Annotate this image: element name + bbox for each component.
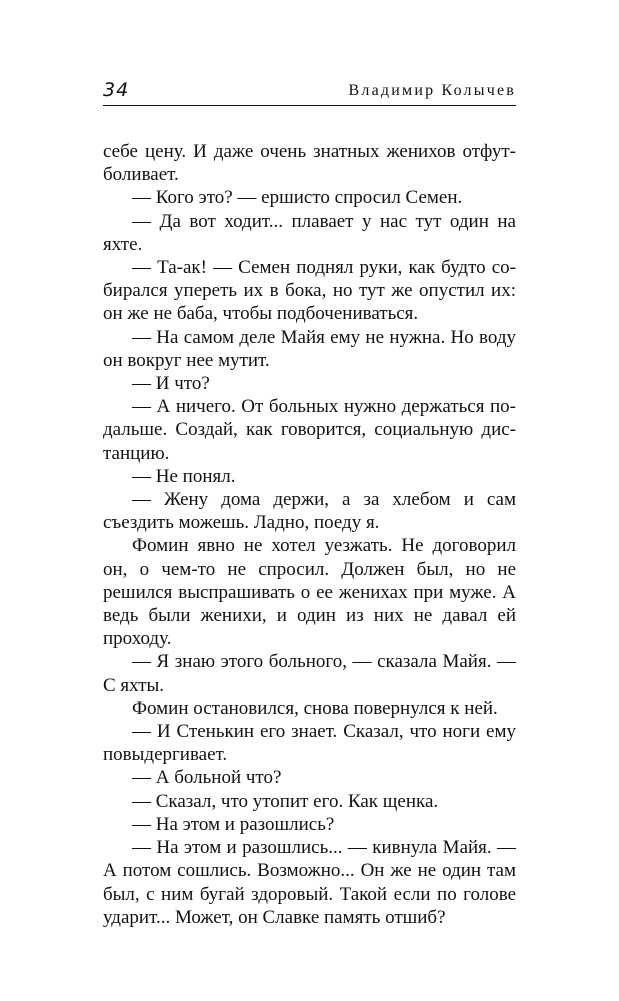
page-header xyxy=(103,79,516,105)
paragraph: — На самом деле Майя ему не нужна. Но воду он вокруг нее мутит. xyxy=(103,326,516,371)
paragraph: — Та-ак! — Семен поднял руки, как будто собирался упереть их в бока, но тут же опустил их: он же не баба, чтобы подбочениваться. xyxy=(103,257,516,325)
paragraph: — Жену дома держи, а за хлебом и сам съездить можешь. Ладно, поеду я. xyxy=(103,489,516,534)
paragraph: — Я знаю этого больного, — сказала Майя. — С яхты. xyxy=(103,651,516,696)
paragraph: — Не понял. xyxy=(132,465,236,487)
running-head-author: Владимир Колычев xyxy=(348,82,516,99)
paragraph: — А больной что? xyxy=(132,767,282,789)
paragraph: — Сказал, что утопит его. Как щенка. xyxy=(132,790,439,812)
header-rule xyxy=(103,105,516,106)
paragraph: — Кого это? — ершисто спросил Семен. xyxy=(132,187,463,209)
paragraph: — На этом и разошлись... — кивнула Майя. — А потом сошлись. Возможно... Он же не один там был, с ним бугай здоровый. Такой если по голове ударит... Может, он Славке память отшиб? xyxy=(103,837,516,928)
paragraph: себе цену. И даже очень знатных женихов отфутболивает. xyxy=(103,141,516,186)
paragraph: — И что? xyxy=(132,373,210,395)
page-number: 34 xyxy=(103,79,130,101)
paragraph: Фомин остановился, снова повернулся к ней. xyxy=(132,697,498,719)
paragraph: — А ничего. От больных нужно держаться подальше. Создай, как говорится, социальную дистанцию. xyxy=(103,396,516,464)
paragraph: — На этом и разошлись? xyxy=(132,813,335,835)
paragraph: Фомин явно не хотел уезжать. Не договорил он, о чем-то не спросил. Должен был, но не решился выспрашивать о ее женихах при муже. А ведь были женихи, и один из них не давал ей проходу. xyxy=(103,535,516,650)
body-text xyxy=(103,140,516,929)
paragraph: — Да вот ходит... плавает у нас тут один на яхте. xyxy=(103,210,516,255)
paragraph: — И Стенькин его знает. Сказал, что ноги ему повыдергивает. xyxy=(103,721,516,766)
